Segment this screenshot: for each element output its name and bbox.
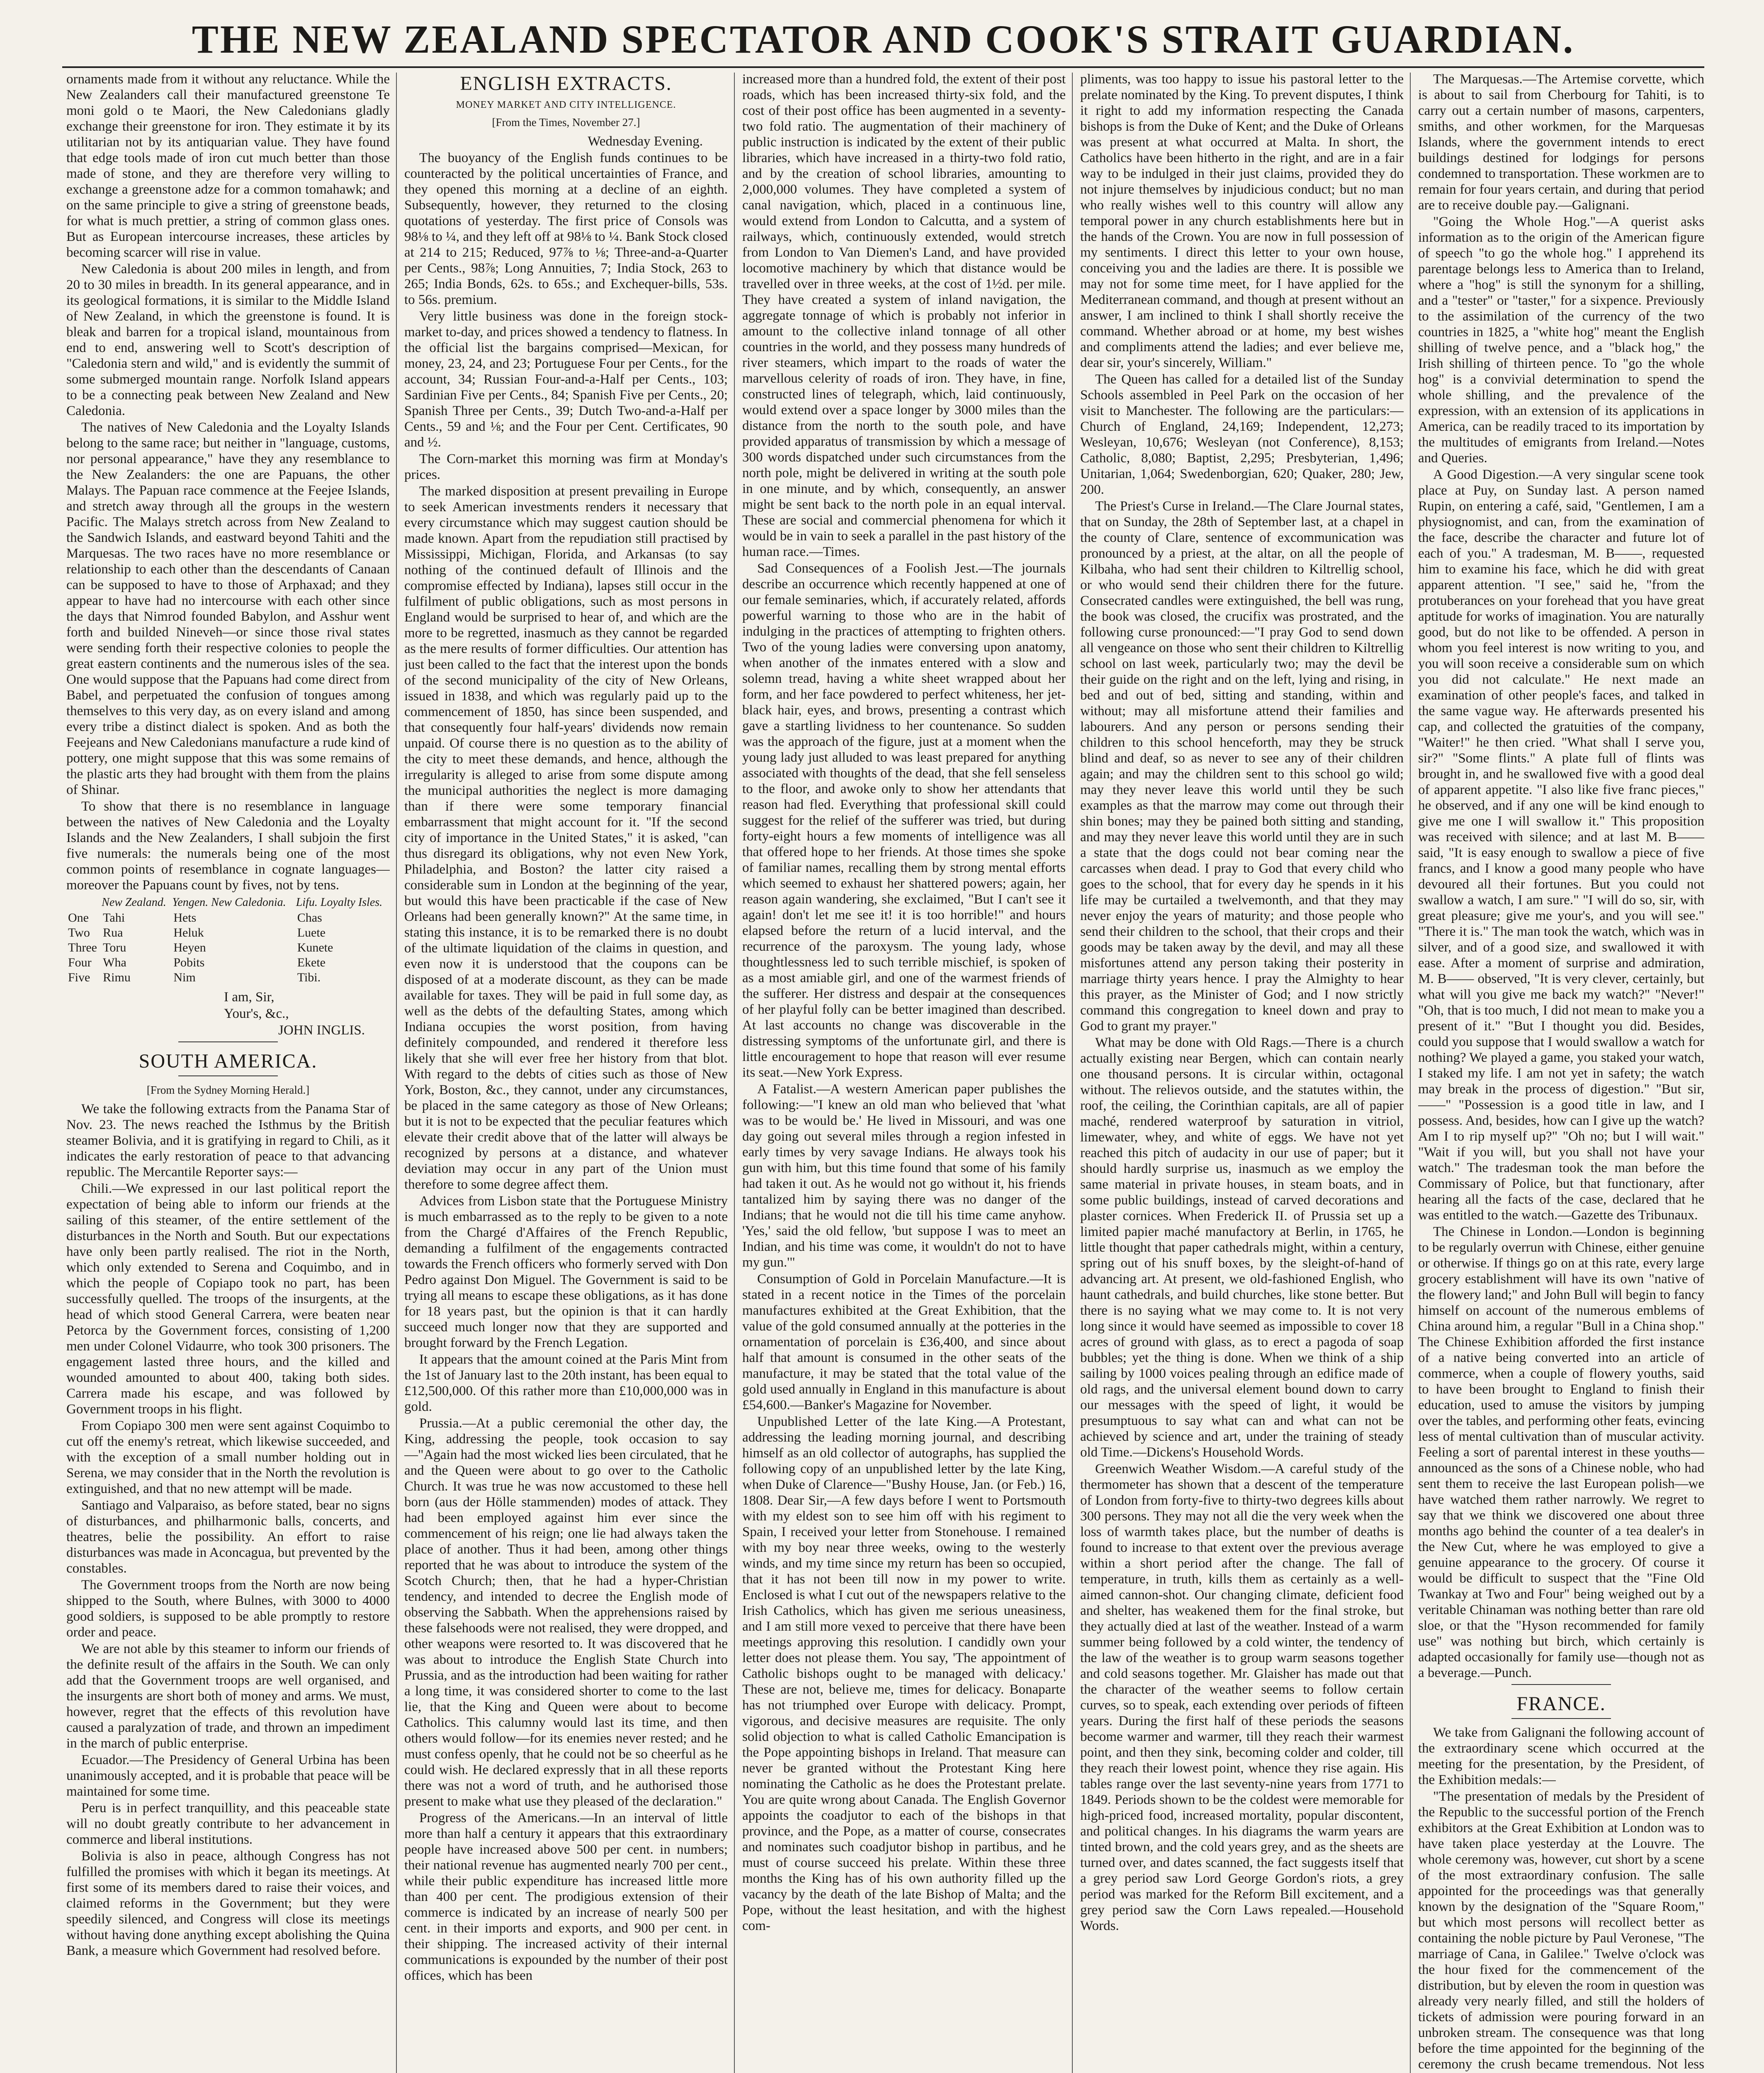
paragraph: pliments, was too happy to issue his pastoral letter to the prelate nominated by the King. To prevent disputes, I think it right to add my information respecting the Canada bishops is from the Duke of Kent; and the Duke of Orleans was present at what occurred at Malta. In short, the Catholics have been hitherto in the right, and are in a fair way to be indulged in their just claims, provided they do not injure themselves by injudicious conduct; but no man who really wishes well to this country will allow any temporal power in any church establishments here but in the hands of the Crown. You are now in full possession of my sentiments. I direct this letter to your own house, conceiving you and the ladies are there. It is possible we may not for some time meet, for I have applied for the Mediterranean command, and though at present without an answer, I am inclined to think I shall shortly receive the command. Whether abroad or at home, my best wishes and compliments attend the ladies; and ever believe me, dear sir, your's sincerely, William." xyxy=(1080,72,1404,370)
table-cell: Wha xyxy=(103,956,126,969)
table-cell: Three xyxy=(68,941,97,954)
table-cell: Kunete xyxy=(297,941,333,954)
table-cell: Tibi. xyxy=(297,971,321,984)
source-line: [From the Times, November 27.] xyxy=(492,116,640,129)
paragraph: ornaments made from it without any reluctance. While the New Zealanders call their manufactured greenstone Te moni gold o te Maori, the New Caledonians gladly exchange their greenstone for iron. They estimate it by its utilitarian not by its antiquarian value. They have found that edge tools made of iron cut much better than those made of stone, and they are therefore very willing to exchange a greenstone adze for a common tomahawk; and on the same principle to give a string of greenstone beads, for what is much prettier, a string of common glass ones. But as European intercourse increases, these articles by becoming scarcer will rise in value. xyxy=(66,72,390,260)
paragraph: New Caledonia is about 200 miles in length, and from 20 to 30 miles in breadth. In its general appearance, and in its geological formations, it is similar to the Middle Island of New Zealand, in which the greenstone is found. It is bleak and barren for a tropical island, mountainous from end to end, answering well to Scott's description of "Caledonia stern and wild," and is evidently the summit of some submerged mountain range. Norfolk Island appears to be a connecting peak between New Zealand and New Caledonia. xyxy=(66,262,390,418)
paragraph: A Fatalist.—A western American paper publishes the following:—"I knew an old man who believed that 'what was to be would be.' He lived in Missouri, and was one day going out several miles through a region infested in early times by very savage Indians. He always took his gun with him, but this time found that some of his family had taken it out. As he would not go without it, his friends tantalized him by saying there was no danger of the Indians; that he would not die till his time came anyhow. 'Yes,' said the old fellow, 'but suppose I was to meet an Indian, and his time was come, it wouldn't do not to have my gun.'" xyxy=(742,1082,1066,1270)
paragraph: To show that there is no resemblance in language between the natives of New Caledonia and the Loyalty Islands and the New Zealanders, I shall subjoin the first five numerals: the numerals being one of the most common points of resemblance in cognate languages—moreover the Papuans count by fives, not by tens. xyxy=(66,799,390,893)
masthead: THE NEW ZEALAND SPECTATOR AND COOK'S STRAIT GUARDIAN. xyxy=(192,17,1575,61)
paragraph: We are not able by this steamer to inform our friends of the definite result of the affairs in the South. We can only add that the Government troops are well organised, and the insurgents are short both of money and arms. We must, however, regret that the effects of this revolution have caused a paralyzation of trade, and thrown an impediment in the march of public enterprise. xyxy=(66,1641,390,1751)
paragraph: The natives of New Caledonia and the Loyalty Islands belong to the same race; but neither in "language, customs, nor personal appearance," have they any resemblance to the New Zealanders: the one are Papuans, the other Malays. The Papuan race commence at the Feejee Islands, and stretch away through all the groups in the western Pacific. The Malays stretch across from New Zealand to the Sandwich Islands, and eastward beyond Tahiti and the Marquesas. The two races have no more resemblance or relationship to each other than the descendants of Canaan can be supposed to have to those of Arphaxad; and they appear to have had no intercourse with each other since the days that Nimrod founded Babylon, and Asshur went forth and builded Nineveh—or since those rival states were sending forth their respective colonies to people the great eastern continents and the numerous isles of the sea. One would suppose that the Papuans had come direct from Babel, and perpetuated the confusion of tongues among themselves to this very day, as on every island and among every tribe a distinct dialect is spoken. And as both the Feejeans and New Caledonians manufacture a rude kind of pottery, one might suppose that this was some remains of the plastic arts they had brought with them from the plains of Shinar. xyxy=(66,420,390,797)
table-cell: Four xyxy=(68,956,92,969)
paragraph: We take from Galignani the following account of the extraordinary scene which occurred at the meeting for the presentation, by the President, of the Exhibition medals:— xyxy=(1418,1725,1704,1787)
column-1 xyxy=(66,71,390,2073)
section-heading: FRANCE. xyxy=(1516,1693,1606,1715)
letter-closing: I am, Sir, xyxy=(224,990,275,1005)
section-heading: SOUTH AMERICA. xyxy=(138,1050,318,1072)
table-header: Lifu. Loyalty Isles. xyxy=(296,896,383,909)
paragraph: Bolivia is also in peace, although Congress has not fulfilled the promises with which it began its meetings. At first some of its members dared to raise their voices, and claimed reforms in the Government; but they were speedily silenced, and Congress will close its meetings without having done anything except abolishing the Quina Bank, a measure which Government had resolved before. xyxy=(66,1849,390,1958)
paragraph: Very little business was done in the foreign stock-market to-day, and prices showed a tendency to flatness. In the official list the bargains comprised—Mexican, for money, 23, 24, and 23; Portuguese Four per Cents., for the account, 34; Russian Four-and-a-Half per Cents., 103; Sardinian Five per Cents., 84; Spanish Five per Cents., 20; Spanish Three per Cents., 39; Dutch Two-and-a-Half per Cents., 59 and ⅛; and the Four per Cent. Certificates, 90 and ½. xyxy=(404,309,728,450)
section-rule xyxy=(1511,1684,1611,1685)
section-heading: ENGLISH EXTRACTS. xyxy=(460,73,672,95)
paragraph: Greenwich Weather Wisdom.—A careful study of the thermometer has shown that a descent of the temperature of London from forty-five to thirty-two degrees kills about 300 persons. They may not all die the very week when the loss of warmth takes place, but the number of deaths is found to increase to that extent over the previous average within a short period after the change. The fall of temperature, in truth, kills them as certainly as a well-aimed cannon-shot. Our changing climate, deficient food and shelter, has weakened them for the final stroke, but they actually died at last of the weather. Instead of a warm summer being followed by a cold winter, the tendency of the law of the weather is to group warm seasons together and cold seasons together. Mr. Glaisher has made out that the character of the weather seems to follow certain curves, so to speak, each extending over periods of fifteen years. During the first half of these periods the seasons become warmer and warmer, till they reach their warmest point, and then they sink, becoming colder and colder, till they reach their lowest point, whence they rise again. His tables range over the last seventy-nine years from 1771 to 1849. Periods shown to be the coldest were memorable for high-priced food, increased mortality, popular discontent, and political changes. In his diagrams the warm years are tinted brown, and the cold years grey, and as the sheets are turned over, and dates scanned, the fact suggests itself that a grey period saw Lord George Gordon's riots, a grey period was marked for the Reform Bill excitement, and a grey period saw the Corn Laws repealed.—Household Words. xyxy=(1080,1461,1404,1933)
paragraph: It appears that the amount coined at the Paris Mint from the 1st of January last to the 20th instant, has been equal to £12,500,000. Of this rather more than £10,000,000 was in gold. xyxy=(404,1352,728,1414)
paragraph: increased more than a hundred fold, the extent of their post roads, which has been increased thirty-six fold, and the cost of their post office has been augmented in a seventy-two fold ratio. The augmentation of their machinery of public instruction is indicated by the extent of their public libraries, which have increased in a thirty-two fold ratio, and by the creation of school libraries, amounting to 2,000,000 volumes. They have completed a system of canal navigation, which, placed in a continuous line, would extend from London to Calcutta, and a system of railways, which, continuously extended, would stretch from London to Van Diemen's Land, and have provided locomotive machinery by which that distance would be travelled over in three weeks, at the cost of 1½d. per mile. They have created a system of inland navigation, the aggregate tonnage of which is probably not inferior in amount to the collective inland tonnage of all other countries in the world, and they possess many hundreds of river steamers, which impart to the roads of water the marvellous celerity of roads of iron. They have, in fine, constructed lines of telegraph, which, laid continuously, would extend over a space longer by 3000 miles than the distance from the north to the south pole, and have provided apparatus of transmission by which a message of 300 words dispatched under such circumstances from the north pole, might be delivered in writing at the south pole in one minute, and by which, consequently, an answer might be sent back to the north pole in an equal interval. These are social and commercial phenomena for which it would be in vain to seek a parallel in the past history of the human race.—Times. xyxy=(742,72,1066,559)
column-3 xyxy=(742,71,1066,2073)
paragraph: Santiago and Valparaiso, as before stated, bear no signs of disturbances, and philharmonic balls, concerts, and theatres, belie the possibility. An effort to raise disturbances was made in Aconcagua, but prevented by the constables. xyxy=(66,1498,390,1576)
paragraph: The Corn-market this morning was firm at Monday's prices. xyxy=(404,451,728,482)
table-cell: Toru xyxy=(103,941,126,954)
column-divider xyxy=(1410,73,1411,2073)
paragraph: A Good Digestion.—A very singular scene took place at Puy, on Sunday last. A person named Rupin, on entering a café, said, "Gentlemen, I am a physiognomist, and can, from the examination of the face, describe the character and future lot of each of you." A tradesman, M. B——, requested him to examine his face, which he did with great apparent attention. "I see," said he, "from the protuberances on your forehead that you have great aptitude for works of imagination. You are naturally good, but do not like to be offended. A person in whom you feel interest is now writing to you, and you will soon receive a considerable sum on which you did not calculate." He next made an examination of other people's faces, and talked in the same vague way. He afterwards presented his cap, and collected the gratuities of the company, "Waiter!" he then cried. "What shall I serve you, sir?" "Some flints." A plate full of flints was brought in, and he swallowed five with a good deal of apparent appetite. "I also like five franc pieces," he observed, and if any one will be kind enough to give me one I will swallow it." This proposition was received with silence; and at last M. B—— said, "It is easy enough to swallow a piece of five francs, and I know a good many people who have devoured all their fortunes. But you could not swallow a watch, I am sure." "I will do so, sir, with great pleasure; give me your's, and you will see." "There it is." The man took the watch, which was in silver, and of a good size, and swallowed it with ease. After a moment of surprise and admiration, M. B—— observed, "It is very clever, certainly, but what will you give me back my watch?" "Never!" "Oh, that is too much, I did not mean to make you a present of it." "But I thought you did. Besides, could you suppose that I would swallow a watch for nothing? We played a game, you staked your watch, I staked my life. I am not yet in safety; the watch may break in the process of digestion." "But sir,——" "Possession is a good title in law, and I possess. And, besides, how can I give up the watch? Am I to rip myself up?" "Oh no; but I will wait." "Wait if you will, but you shall not have your watch." The tradesman took the man before the Commissary of Police, but that functionary, after hearing all the facts of the case, declared that he was entitled to the watch.—Gazette des Tribunaux. xyxy=(1418,467,1704,1223)
paragraph: Ecuador.—The Presidency of General Urbina has been unanimously accepted, and it is probable that peace will be maintained for some time. xyxy=(66,1753,390,1799)
paragraph: The Priest's Curse in Ireland.—The Clare Journal states, that on Sunday, the 28th of September last, at a chapel in the county of Clare, sentence of excommunication was pronounced by a priest, at the altar, on all the people of Kilbaha, who had sent their children to Kiltrellig school, or who would send their children there for the future. Consecrated candles were extinguished, the bell was rung, the book was closed, the crucifix was prostrated, and the following curse pronounced:—"I pray God to send down all vengeance on those who sent their children to Kiltrellig school on last week, particularly two; may the devil be their guide on the right and on the left, lying and rising, in bed and out of bed, sitting and standing, within and without; may all misfortune attend their families and labourers. And any person or persons sending their children to this school henceforth, may they be struck blind and deaf, so as never to see any of their children again; and may the children sent to this school go wild; may they never leave this world until they be such examples as that the marrow may come out through their shin bones; may they be pained both sitting and standing, and may they never leave this world until they are in such a state that the dogs could not bear coming near the carcasses when dead. I pray to God that every child who goes to the school, that for every day he spends in it his life may be curtailed a twelvemonth, and that they may never enjoy the years of maturity; and those people who send their children to the school, that their crops and their goods may be taken away by the devil, and may all these misfortunes attend any person taking their posterity in marriage thirty years hence. I pray the Almighty to hear this prayer, as the Minister of God; and I now strictly command this congregation to kneel down and pray to God to grant my prayer." xyxy=(1080,499,1404,1034)
section-rule xyxy=(178,1041,278,1042)
table-cell: Luete xyxy=(297,926,326,939)
table-header: Yengen. New Caledonia. xyxy=(172,896,286,909)
paragraph: The buoyancy of the English funds continues to be counteracted by the political uncertainties of France, and they opened this morning at a decline of an eighth. Subsequently, however, they returned to the closing quotations of yesterday. The first price of Consols was 98⅛ to ¼, and they left off at 98⅛ to ¼. Bank Stock closed at 214 to 215; Reduced, 97⅞ to ⅛; Three-and-a-Quarter per Cents., 98⅞; Long Annuities, 7; India Stock, 263 to 265; India Bonds, 62s. to 65s.; and Exchequer-bills, 53s. to 56s. premium. xyxy=(404,150,728,307)
signature: JOHN INGLIS. xyxy=(278,1023,365,1038)
table-cell: Heluk xyxy=(173,926,204,939)
table-row xyxy=(66,940,390,955)
dateline: Wednesday Evening. xyxy=(588,134,703,149)
section-rule xyxy=(178,1075,278,1076)
table-cell: Hets xyxy=(173,911,197,925)
table-cell: Two xyxy=(68,926,90,939)
numerals-table xyxy=(66,895,390,985)
table-cell: Pobits xyxy=(173,956,205,969)
table-cell: Rua xyxy=(103,926,123,939)
paragraph: "The presentation of medals by the President of the Republic to the successful portion of the French exhibitors at the Great Exhibition at London was to have taken place yesterday at the Louvre. The whole ceremony was, however, cut short by a scene of the most extraordinary confusion. The salle appointed for the proceedings was that generally known by the designation of the "Square Room," but which most persons will recollect better as containing the noble picture by Paul Veronese, "The marriage of Cana, in Galilee." Twelve o'clock was the hour fixed for the commencement of the distribution, but by eleven the room in question was already very nearly filled, and still the holders of tickets of admission were pouring forward in an unbroken stream. The consequence was that long before the time appointed for the beginning of the ceremony the crush became tremendous. Not less xyxy=(1418,1789,1704,2072)
table-cell: Ekete xyxy=(297,956,326,969)
table-cell: Chas xyxy=(297,911,322,925)
paragraph: Unpublished Letter of the late King.—A Protestant, addressing the leading morning journal, and describing himself as an old collector of autographs, has supplied the following copy of an unpublished letter by the late King, when Duke of Clarence—"Bushy House, Jan. (or Feb.) 16, 1808. Dear Sir,—A few days before I went to Portsmouth with my eldest son to see him off with his regiment to Spain, I received your letter from Stonehouse. I remained with my boy near three weeks, owing to the westerly winds, and my time since my return has been so occupied, that it has not been till now in my power to write. Enclosed is what I cut out of the newspapers relative to the Irish Catholics, which has given me serious uneasiness, and I am still more vexed to perceive that there have been meetings approving this resolution. I candidly own your letter does not please them. You say, 'The appointment of Catholic bishops ought to be managed with delicacy.' These are not, believe me, times for delicacy. Bonaparte has not triumphed over Europe with delicacy. Prompt, vigorous, and decisive measures are requisite. The only solid objection to what is called Catholic Emancipation is the Pope appointing bishops in Ireland. That measure can never be granted without the Protestant King here nominating the Catholic as he does the Protestant prelate. You are quite wrong about Canada. The English Governor appoints the coadjutor to each of the bishops in that province, and the Pope, as a matter of course, consecrates and nominates such coadjutor bishop in partibus, and he must of course succeed his prelate. Within these three months the King has of his own authority filled up the vacancy by the death of the late Bishop of Malta; and the Pope, without the least hesitation, and with the highest com- xyxy=(742,1414,1066,1933)
column-divider xyxy=(734,73,735,2073)
paragraph: Peru is in perfect tranquillity, and this peaceable state will no doubt greatly contribute to her advancement in commerce and liberal institutions. xyxy=(66,1801,390,1847)
column-5 xyxy=(1418,71,1704,2073)
table-cell: Nim xyxy=(173,971,196,984)
column-4 xyxy=(1080,71,1404,2073)
paragraph: Prussia.—At a public ceremonial the other day, the King, addressing the people, took occasion to say—"Again had the most wicked lies been circulated, that he and the Queen were about to go over to the Catholic Church. It was true he was now accustomed to these hell born (aus der Hölle stammenden) modes of attack. They had been employed against him ever since the commencement of his reign; one lie had always taken the place of another. Thus it had been, among other things reported that he was about to introduce the system of the Scotch Church; then, that he had a hyper-Christian tendency, and intended to decree the English mode of observing the Sabbath. When the apprehensions raised by these falsehoods were not realised, they were dropped, and other weapons were resorted to. It was discovered that he was about to introduce the English State Church into Prussia, and as the introduction had been waiting for rather a long time, it was considered shorter to come to the last lie, that the King and Queen were about to become Catholics. This calumny would last its time, and then others would follow—for its enemies never rested; and he must confess openly, that he could not be so cheerful as he could wish. He declared expressly that in all these reports there was not a word of truth, and he authorised those present to make what use they pleased of the declaration." xyxy=(404,1416,728,1809)
paragraph: The Government troops from the North are now being shipped to the South, where Bulnes, with 3000 to 4000 good soldiers, is supposed to be able promptly to restore order and peace. xyxy=(66,1578,390,1640)
paragraph: Consumption of Gold in Porcelain Manufacture.—It is stated in a recent notice in the Times of the porcelain manufactures exhibited at the Great Exhibition, that the value of the gold consumed annually at the potteries in the ornamentation of porcelain is £36,400, and since about half that amount is consumed in the other seats of the manufacture, it may be stated that the total value of the gold used annually in England in this manufacture is about £54,600.—Banker's Magazine for November. xyxy=(742,1272,1066,1413)
paragraph: Sad Consequences of a Foolish Jest.—The journals describe an occurrence which recently happened at one of our female seminaries, which, if accurately related, affords powerful warning to those who are in the habit of indulging in the practices of attempting to frighten others. Two of the young ladies were conversing upon anatomy, when another of the inmates entered with a slow and solemn tread, having a white sheet wrapped about her form, and her face powdered to perfect whiteness, her jet-black hair, eyes, and brows, presenting a contrast which gave a startling lividness to her countenance. So sudden was the approach of the figure, just at a moment when the young lady just alluded to was least prepared for anything associated with thoughts of the dead, that she fell senseless to the floor, and awoke only to show her attendants that reason had fled. Everything that professional skill could suggest for the relief of the sufferer was tried, but during forty-eight hours a few moments of intelligence was all that offered hope to her friends. At those times she spoke of familiar names, recalling them by strong mental efforts which seemed to exhaust her shattered powers; again, her reason again wandering, she exclaimed, "But I can't see it again! don't let me see it! it is too horrible!" and hours elapsed before the return of a lucid interval, and the recurrence of the paroxysm. The young lady, whose thoughtlessness led to such terrible mischief, is spoken of as a most amiable girl, and one of the warmest friends of the sufferer. Her distress and despair at the consequences of her playful folly can be better imagined than described. At last accounts no change was discoverable in the distressing symptoms of the unfortunate girl, and there is little encouragement to hope that reason will ever resume its seat.—New York Express. xyxy=(742,561,1066,1080)
masthead-rule xyxy=(62,66,1704,68)
paragraph: Chili.—We expressed in our last political report the expectation of being able to inform our friends at the sailing of this steamer, of the entire settlement of the disturbances in the North and South. But our expectations have only been partly realised. The riot in the North, which only extended to Serena and Coquimbo, and in which the people of Copiapo took no part, has been successfully quelled. The troops of the insurgents, at the head of which stood General Carrera, were beaten near Petorca by the Government forces, consisting of 1,200 men under Colonel Vidaurre, who took 300 prisoners. The engagement lasted three hours, and the killed and wounded amounted to about 400, taking both sides. Carrera made his escape, and was followed by Government troops in his flight. xyxy=(66,1181,390,1417)
table-row xyxy=(66,955,390,970)
paragraph: The Chinese in London.—London is beginning to be regularly overrun with Chinese, either genuine or otherwise. If things go on at this rate, every large grocery establishment will have its own "native of the flowery land;" and John Bull will begin to fancy himself on account of the numerous emblems of China around him, a regular "Bull in a China shop." The Chinese Exhibition afforded the first instance of a native being converted into an article of commerce, when a couple of flowery youths, said to have been brought to England to finish their education, used to amuse the visitors by jumping over the tables, and performing other feats, evincing less of mental cultivation than of muscular activity. Feeling a sort of parental interest in these youths—announced as the sons of a Chinese noble, who had sent them to receive the last European polish—we have watched them rather narrowly. We regret to say that we think we discovered one about three months ago behind the counter of a tea dealer's in the New Cut, where he was employed to give a genuine appearance to the grocery. Of course it would be difficult to suspect that the "Fine Old Twankay at Two and Four" being weighed out by a veritable Chinaman was nothing better than rare old sloe, or that the "Hyson recommended for family use" was nothing but birch, which certainly is adapted occasionally for family use—though not as a beverage.—Punch. xyxy=(1418,1224,1704,1680)
table-row xyxy=(66,970,390,985)
section-rule xyxy=(1511,1718,1611,1719)
letter-closing: Your's, &c., xyxy=(224,1006,289,1021)
table-cell: Tahi xyxy=(103,911,125,925)
table-row xyxy=(66,910,390,925)
table-header: New Zealand. xyxy=(102,896,166,909)
paragraph: Advices from Lisbon state that the Portuguese Ministry is much embarrassed as to the reply to be given to a note from the Chargé d'Affaires of the French Republic, demanding a fulfilment of the engagements contracted towards the French officers who formerly served with Don Pedro against Don Miguel. The Government is said to be trying all means to escape these obligations, as it has done for 18 years past, but the opinion is that it can hardly succeed much longer now that they are supported and brought forward by the French Legation. xyxy=(404,1194,728,1350)
paragraph: "Going the Whole Hog."—A querist asks information as to the origin of the American figure of speech "to go the whole hog." I apprehend its parentage belongs less to America than to Ireland, where a "hog" is still the synonym for a shilling, and a "tester" or "taster," for a sixpence. Previously to the assimilation of the currency of the two countries in 1825, a "white hog" meant the English shilling of twelve pence, and a "black hog," the Irish shilling of thirteen pence. To "go the whole hog" is a convivial determination to spend the whole shilling, and the prevalence of the expression, with an extension of its applications in America, can be readily traced to its importation by the multitudes of emigrants from Ireland.—Notes and Queries. xyxy=(1418,214,1704,466)
source-line: [From the Sydney Morning Herald.] xyxy=(146,1084,310,1096)
paragraph: We take the following extracts from the Panama Star of Nov. 23. The news reached the Isthmus by the British steamer Bolivia, and it is gratifying in regard to Chili, as it indicates the early restoration of peace to that advancing republic. The Mercantile Reporter says:— xyxy=(66,1102,390,1180)
paragraph: From Copiapo 300 men were sent against Coquimbo to cut off the enemy's retreat, which likewise succeeded, and with the exception of a small number holding out in Serena, we may consider that in the North the revolution is extinguished, and that no new attempt will be made. xyxy=(66,1418,390,1496)
table-cell: Rimu xyxy=(103,971,131,984)
table-cell: One xyxy=(68,911,89,925)
column-divider xyxy=(396,73,397,2073)
table-row xyxy=(66,925,390,940)
table-cell: Heyen xyxy=(173,941,206,954)
table-cell: Five xyxy=(68,971,90,984)
paragraph: The Queen has called for a detailed list of the Sunday Schools assembled in Peel Park on the occasion of her visit to Manchester. The following are the particulars:—Church of England, 24,169; Independent, 12,273; Wesleyan, 10,676; Wesleyan (not Conference), 8,153; Catholic, 8,080; Baptist, 2,295; Presbyterian, 1,496; Unitarian, 1,064; Swedenborgian, 620; Quaker, 280; Jew, 200. xyxy=(1080,372,1404,497)
paragraph: Progress of the Americans.—In an interval of little more than half a century it appears that this extraordinary people have increased above 500 per cent. in numbers; their national revenue has augmented nearly 700 per cent., while their public expenditure has increased little more than 400 per cent. The prodigious extension of their commerce is indicated by an increase of nearly 500 per cent. in their imports and exports, and 900 per cent. in their shipping. The increased activity of their internal communications is expounded by the number of their post offices, which has been xyxy=(404,1811,728,1983)
paragraph: The marked disposition at present prevailing in Europe to seek American investments renders it necessary that every circumstance which may suggest caution should be made known. Apart from the repudiation still practised by Mississippi, Michigan, Florida, and Arkansas (to say nothing of the continued default of Illinois and the compromise effected by Indiana), lapses still occur in the fulfilment of public obligations, such as most persons in England would be surprised to hear of, and which are the more to be regretted, inasmuch as they cannot be regarded as the mere results of former difficulties. Our attention has just been called to the fact that the interest upon the bonds of the second municipality of the city of New Orleans, issued in 1838, and which was regularly paid up to the commencement of 1850, has since been suspended, and that consequently four half-years' dividends now remain unpaid. Of course there is no question as to the ability of the city to meet these demands, and hence, although the irregularity is alleged to arise from some dispute among the municipal authorities the neglect is more damaging than if there were some temporary financial embarrassment that might account for it. "If the second city of importance in the United States," it is asked, "can thus disregard its obligations, why not even New York, Philadelphia, and Boston? the latter city raised a considerable sum in London at the beginning of the year, but would this have been practicable if the case of New Orleans had been generally known?" At the same time, in stating this instance, it is to be remarked there is no doubt of the ultimate liquidation of the claims in question, and even now it is understood that the coupons can be disposed of at a moderate discount, as they can be made available for taxes. They will be paid in full some day, as well as the debts of the defaulting States, among which Indiana occupies the worst position, from having definitely compounded, and rendered it therefore less likely that she will ever free her history from that blot. With regard to the debts of cities such as those of New York, Boston, &c., they cannot, under any circumstances, be placed in the same category as those of New Orleans; but it is not to be expected that the peculiar features which elevate their credit above that of the latter will always be recognized by persons at a distance, and whatever deviation may occur in any part of the Union must therefore to some degree affect them. xyxy=(404,484,728,1192)
column-divider xyxy=(1072,73,1073,2073)
table-header xyxy=(66,895,101,910)
paragraph: What may be done with Old Rags.—There is a church actually existing near Bergen, which can contain nearly one thousand persons. It is circular within, octagonal without. The relievos outside, and the statutes within, the roof, the ceiling, the Corinthian capitals, are all of papier maché, rendered waterproof by saturation in vitriol, limewater, whey, and white of eggs. We have not yet reached this pitch of audacity in our use of paper; but it should hardly surprise us, inasmuch as we employ the same material in private houses, in steam boats, and in some public buildings, instead of carved decorations and plaster cornices. When Frederick II. of Prussia set up a limited papier maché manufactory at Berlin, in 1765, he little thought that paper cathedrals might, within a century, spring out of his snuff boxes, by the sleight-of-hand of advancing art. At present, we old-fashioned English, who haunt cathedrals, and build churches, like stone better. But there is no saying what we may come to. It is not very long since it would have seemed as impossible to cover 18 acres of ground with glass, as to erect a pagoda of soap bubbles; yet the thing is done. When we think of a ship sailing by 1000 voices pealing through an edifice made of old rags, and the universal element bound down to carry our messages with the speed of light, it would be presumptuous to say what can and what can not be achieved by science and art, under the training of steady old Time.—Dickens's Household Words. xyxy=(1080,1035,1404,1460)
subheading: MONEY MARKET AND CITY INTELLIGENCE. xyxy=(456,100,676,110)
column-2 xyxy=(404,71,728,2073)
paragraph: The Marquesas.—The Artemise corvette, which is about to sail from Cherbourg for Tahiti, is to carry out a certain number of masons, carpenters, smiths, and other workmen, for the Marquesas Islands, where the government intends to erect buildings destined for lodgings for persons condemned to transportation. These workmen are to remain for four years certain, and during that period are to receive double pay.—Galignani. xyxy=(1418,72,1704,213)
